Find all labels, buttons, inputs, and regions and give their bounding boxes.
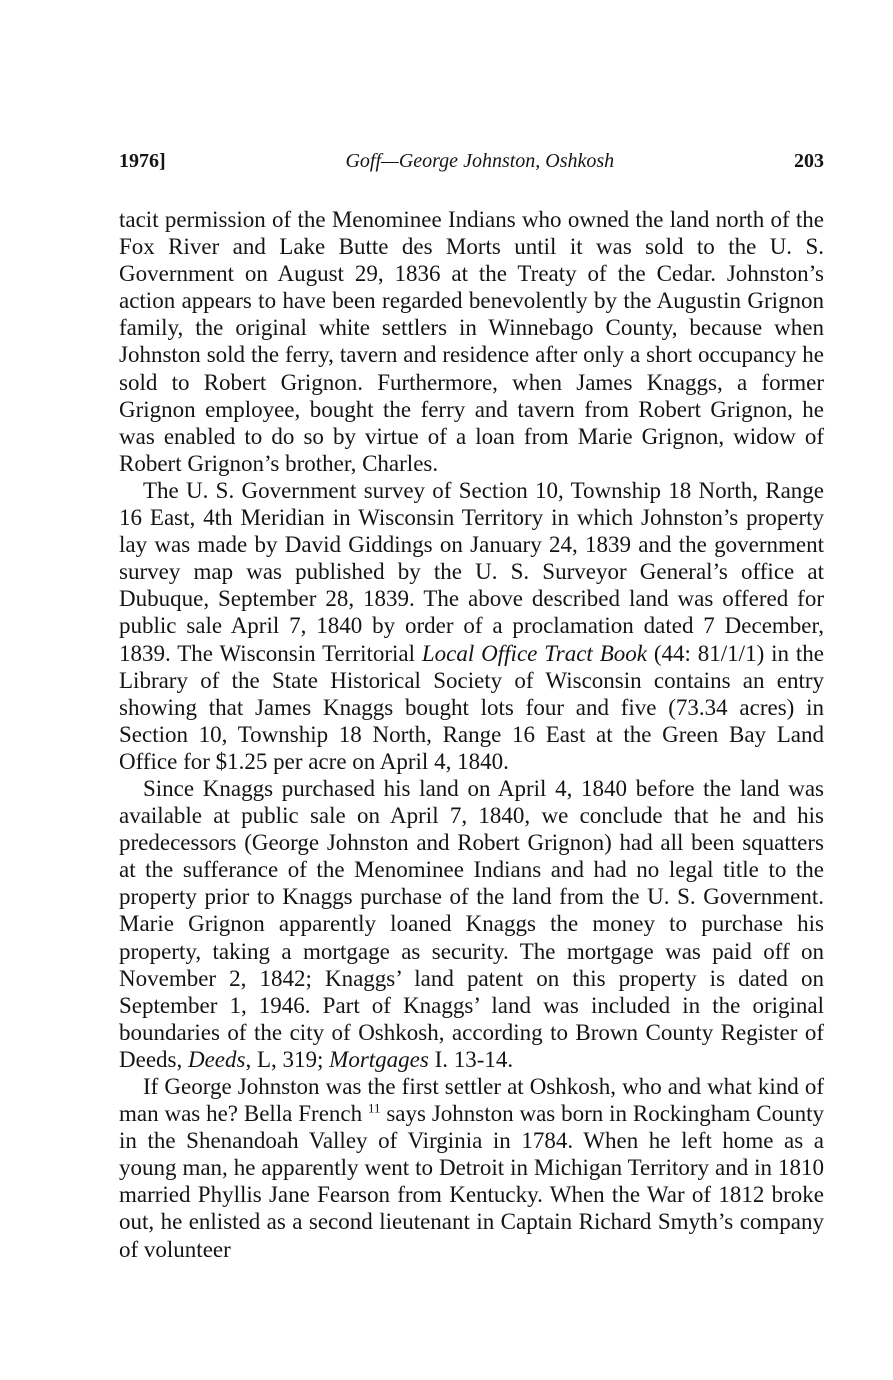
document-page xyxy=(119,150,824,1263)
paragraph-1 xyxy=(119,206,824,477)
paragraph-3-text-a: Since Knaggs purchased his land on April 4, 1840 before the land was available at public sale on April 7, 1840, we conclude that he and his predecessors (George Johnston and Robert Grignon) had all been squatters at the sufferance of the Menominee Indians and had no legal title to the property prior to Knaggs purchase of the land from the U. S. Government. Marie Grignon apparently loaned Knaggs the money to purchase his property, taking a mortgage as security. The mortgage was paid off on November 2, 1842; Knaggs’ land patent on this property is dated on September 1, 1946. Part of Knaggs’ land was included in the original boundaries of the city of Oshkosh, according to Brown County Register of Deeds, xyxy=(119,775,824,1072)
book-title: Local Office Tract Book xyxy=(421,640,647,666)
footnote-reference: 11 xyxy=(367,1100,381,1116)
deeds-title: Deeds xyxy=(187,1046,246,1072)
mortgages-title: Mortgages xyxy=(329,1046,429,1072)
paragraph-2-text-a: The U. S. Government survey of Section 10, Township 18 North, Range 16 East, 4th Meridian in Wisconsin Territory in which Johnston’s property lay was made by David Giddings on January 24, 1839 and the government survey map was published by the U. S. Surveyor General’s office at Dubuque, September 28, 1839. The above described land was offered for public sale April 7, 1840 by order of a proclamation dated 7 December, 1839. The Wisconsin Territorial xyxy=(119,477,824,666)
paragraph-2-text-b: (44: 81/1/1) in the Library of the State Historical Society of Wisconsin contains an entry showing that James Knaggs bought lots four and five (73.34 acres) in Section 10, Township 18 North, Range 16 East at the Green Bay Land Office for $1.25 per acre on April 4, 1840. xyxy=(119,640,824,774)
page-number: 203 xyxy=(793,150,824,172)
running-header xyxy=(119,150,824,180)
paragraph-2 xyxy=(119,477,824,775)
paragraph-3-text-b: , L, 319; xyxy=(245,1046,330,1072)
paragraph-3-text-c: I. 13-14. xyxy=(428,1046,514,1072)
header-year: 1976] xyxy=(119,150,166,172)
header-title: Goff—George Johnston, Oshkosh xyxy=(345,150,615,172)
paragraph-1-text: tacit permission of the Menominee Indians who owned the land north of the Fox River and Lake Butte des Morts until it was sold to the U. S. Government on August 29, 1836 at the Treaty of the Cedar. Johnston’s action appears to have been regarded benevolently by the Augustin Grignon family, the original white settlers in Winnebago County, because when Johnston sold the ferry, tavern and residence after only a short occupancy he sold to Robert Grignon. Furthermore, when James Knaggs, a former Grignon employee, bought the ferry and tavern from Robert Grignon, he was enabled to do so by virtue of a loan from Marie Grignon, widow of Robert Grignon’s brother, Charles. xyxy=(119,207,824,476)
paragraph-4 xyxy=(119,1073,824,1263)
paragraph-3 xyxy=(119,775,824,1073)
paragraph-4-text-a: If George Johnston was the first settler at Oshkosh, who and what kind of man was he? Bella French xyxy=(119,1074,824,1127)
paragraph-4-text-b: says Johnston was born in Rockingham County in the Shenandoah Valley of Virginia in 1784. When he left home as a young man, he apparently went to Detroit in Michigan Territory and in 1810 married Phyllis Jane Fearson from Kentucky. When the War of 1812 broke out, he enlisted as a second lieutenant in Captain Richard Smyth’s company of volunteer xyxy=(119,1101,824,1262)
body-text xyxy=(119,206,824,1263)
